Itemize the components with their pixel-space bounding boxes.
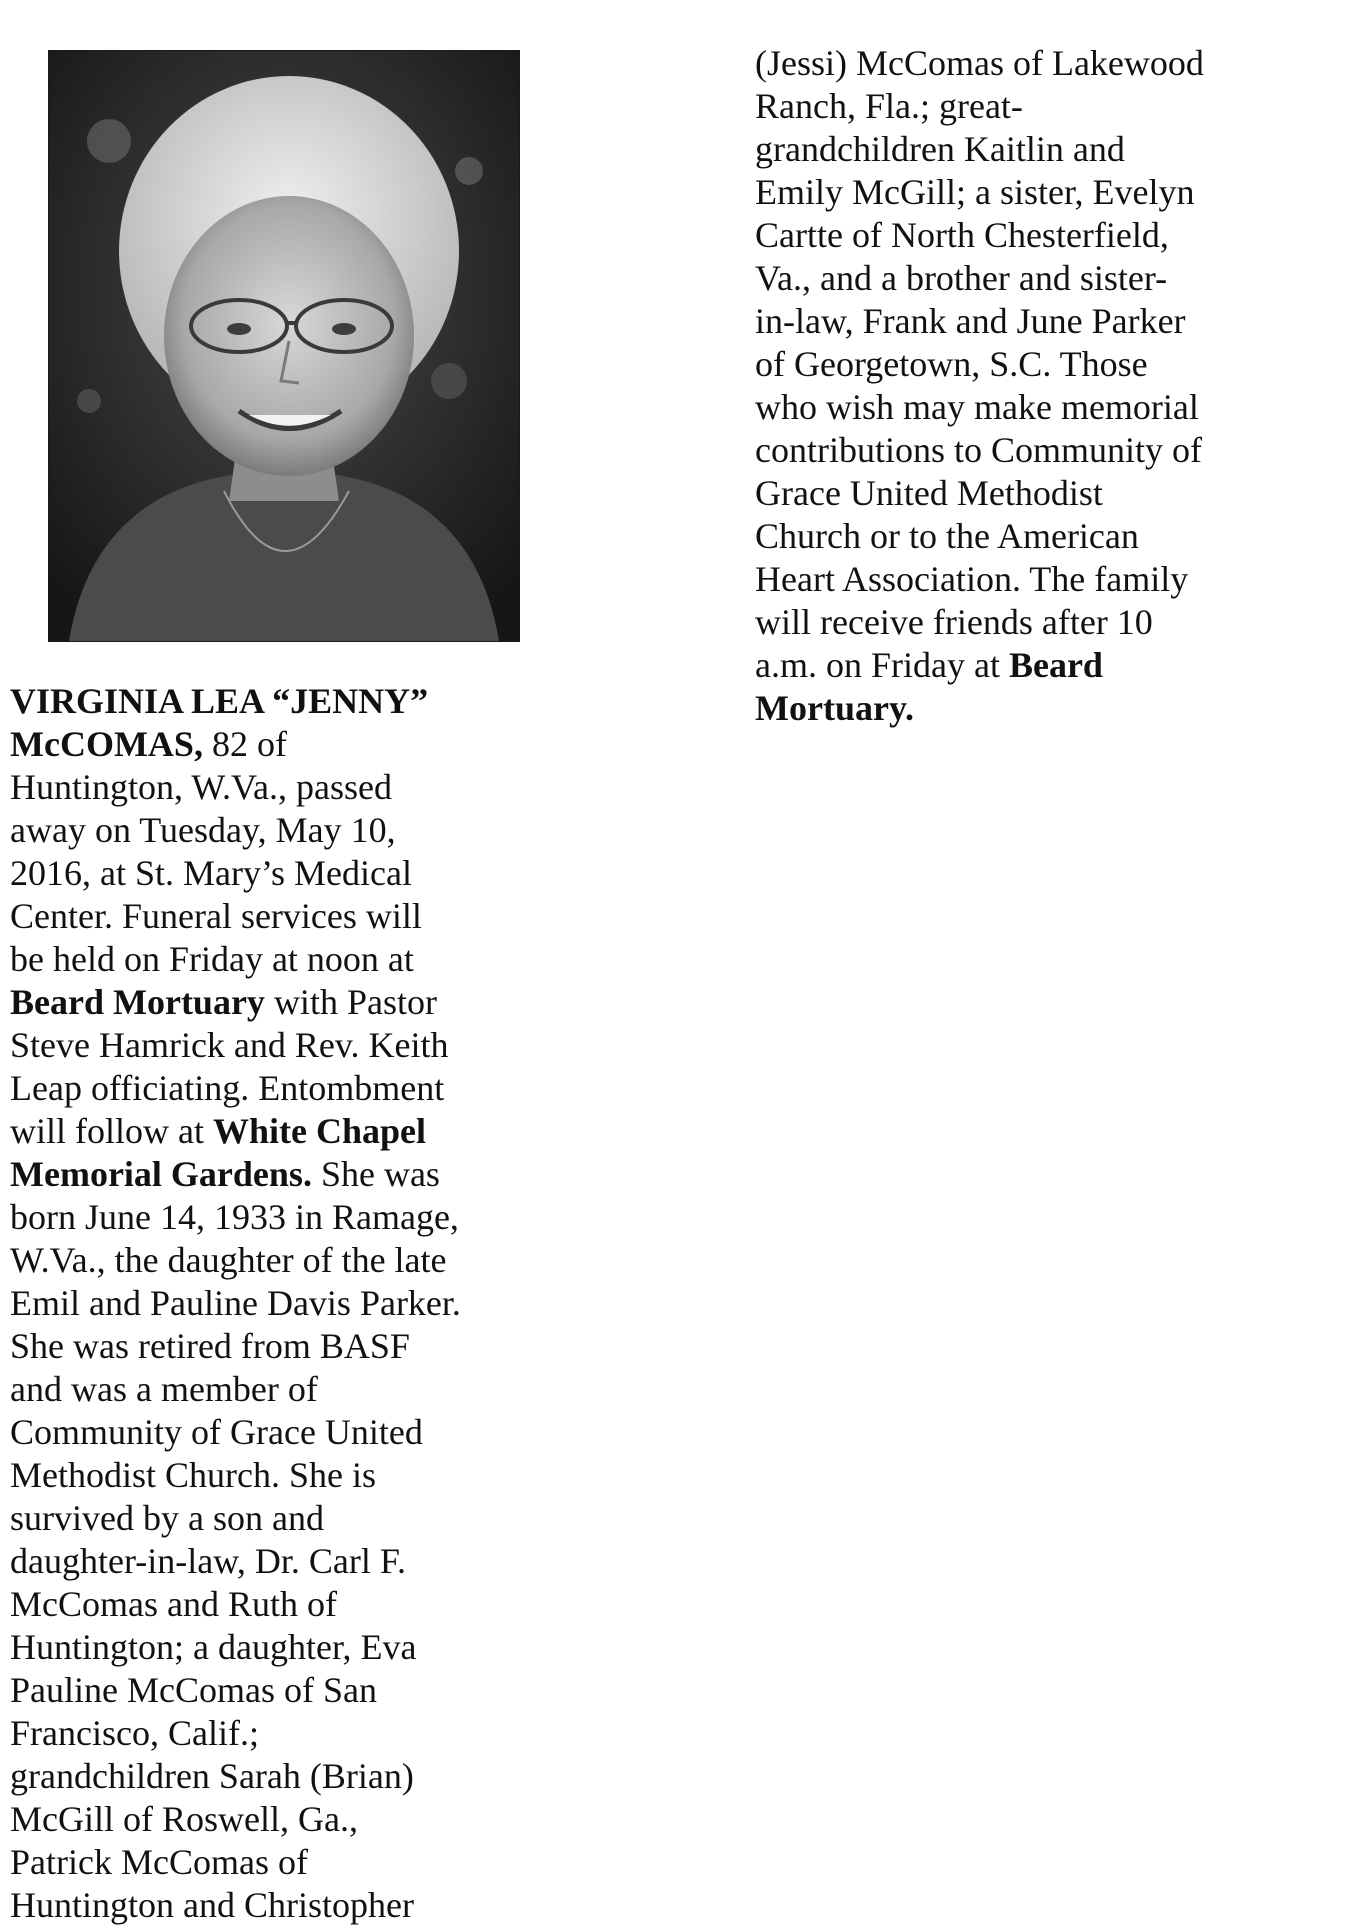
obituary-paragraph-part-4: (Jessi) McComas of Lakewood Ranch, Fla.; great- grandchildren Kaitlin and Emily McGill; a sister, Evelyn Cartte of North Chesterfield, Va., and a brother and sister- in-law, Frank and June Parker of Georgetown, S.C. Those who wish may make memorial contributions to Community of Grace United Methodist Church or to the American Heart Association. The family will receive friends after 10 a.m. on Friday at [755, 43, 1204, 685]
mortuary-name: Beard Mortuary [10, 982, 265, 1022]
deceased-name: VIRGINIA LEA “JENNY” McCOMAS, [10, 681, 429, 764]
cemetery-name: White Chapel Memorial Gardens. [10, 1111, 426, 1194]
obituary-text-left-column [10, 680, 490, 1927]
obituary-paragraph-part-2: with Pastor Steve Hamrick and Rev. Keith Leap officiating. Entombment will follow at [10, 982, 449, 1151]
obituary-paragraph-part-3: She was born June 14, 1933 in Ramage, W.Va., the daughter of the late Emil and Pauline Davis Parker. She was retired from BASF and was a member of Community of Grace United Methodist Church. She is survived by a son and daughter-in-law, Dr. Carl F. McComas and Ruth of Huntington; a daughter, Eva Pauline McComas of San Francisco, Calif.; grandchildren Sarah (Brian) McGill of Roswell, Ga., Patrick McComas of Huntington and Christopher [10, 1154, 461, 1925]
obituary-paragraph-part-1: 82 of Huntington, W.Va., passed away on Tuesday, May 10, 2016, at St. Mary’s Medical Center. Funeral services will be held on Friday at noon at [10, 724, 422, 979]
mortuary-name-closing: Beard Mortuary. [755, 645, 1103, 728]
obituary-text-right-column [755, 42, 1275, 730]
portrait-photo [48, 50, 520, 642]
portrait-photo-icon [49, 51, 519, 641]
